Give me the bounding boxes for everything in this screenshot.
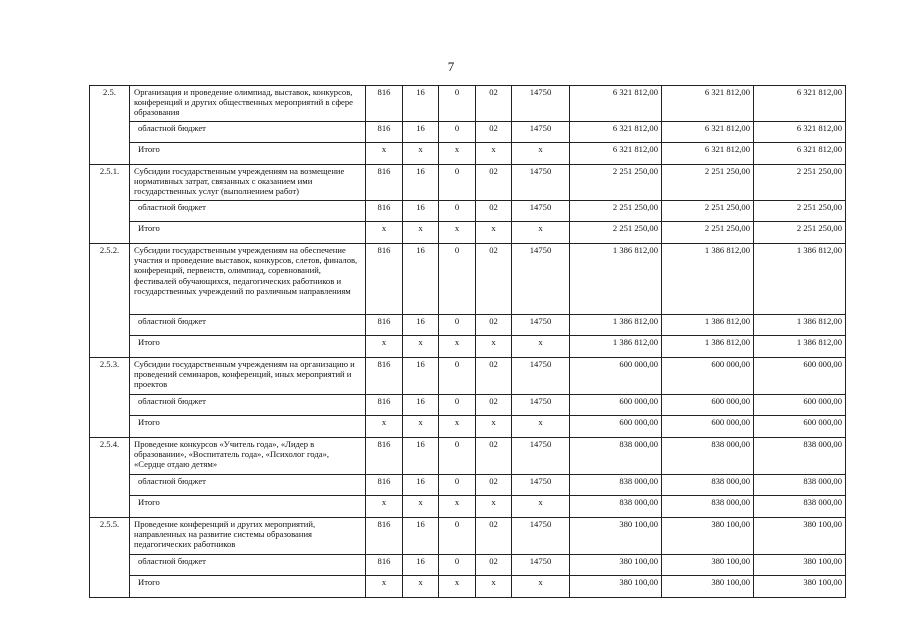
amount-cell-v3: 838 000,00 (754, 496, 846, 518)
code-cell-c1: 816 (366, 201, 403, 222)
code-cell-c4: х (476, 576, 512, 598)
code-cell-c4: 02 (476, 201, 512, 222)
amount-cell-v3: 2 251 250,00 (754, 165, 846, 201)
amount-cell-v3: 600 000,00 (754, 395, 846, 416)
amount-cell-v2: 6 321 812,00 (662, 122, 754, 143)
code-cell-c2: 16 (403, 438, 439, 475)
table-row (90, 496, 846, 518)
amount-cell-v2: 600 000,00 (662, 358, 754, 395)
amount-cell-v3: 2 251 250,00 (754, 201, 846, 222)
code-cell-c4: 02 (476, 555, 512, 576)
code-cell-c1: 816 (366, 122, 403, 143)
code-cell-c3: 0 (439, 315, 476, 336)
code-cell-c2: 16 (403, 165, 439, 201)
amount-cell-v2: 380 100,00 (662, 555, 754, 576)
budget-source-label: областной бюджет (130, 395, 366, 416)
code-cell-c1: 816 (366, 475, 403, 496)
amount-cell-v1: 600 000,00 (570, 395, 662, 416)
amount-cell-v1: 6 321 812,00 (570, 122, 662, 143)
code-cell-c5: 14750 (512, 518, 570, 555)
amount-cell-v2: 2 251 250,00 (662, 222, 754, 244)
item-index: 2.5.4. (90, 438, 130, 518)
amount-cell-v3: 380 100,00 (754, 576, 846, 598)
table-row (90, 555, 846, 576)
total-label: Итого (130, 336, 366, 358)
item-name: Проведение конференций и других мероприятий, направленных на развитие системы образования педагогических работников (130, 518, 366, 555)
code-cell-c5: х (512, 416, 570, 438)
code-cell-c3: 0 (439, 86, 476, 122)
table-row (90, 518, 846, 555)
code-cell-c5: 14750 (512, 475, 570, 496)
item-name: Субсидии государственным учреждениям на возмещение нормативных затрат, связанных с оказанием ими государственных услуг (выполнением работ) (130, 165, 366, 201)
code-cell-c3: х (439, 416, 476, 438)
code-cell-c4: 02 (476, 438, 512, 475)
code-cell-c2: х (403, 576, 439, 598)
budget-source-label: областной бюджет (130, 122, 366, 143)
item-index: 2.5. (90, 86, 130, 165)
code-cell-c4: 02 (476, 475, 512, 496)
amount-cell-v1: 838 000,00 (570, 496, 662, 518)
amount-cell-v1: 6 321 812,00 (570, 86, 662, 122)
amount-cell-v2: 838 000,00 (662, 438, 754, 475)
total-label: Итого (130, 576, 366, 598)
item-name: Организация и проведение олимпиад, выставок, конкурсов, конференций и других общественных мероприятий в сфере образования (130, 86, 366, 122)
item-index: 2.5.5. (90, 518, 130, 598)
amount-cell-v1: 1 386 812,00 (570, 244, 662, 315)
table-row (90, 416, 846, 438)
amount-cell-v3: 2 251 250,00 (754, 222, 846, 244)
table-row (90, 165, 846, 201)
amount-cell-v1: 1 386 812,00 (570, 336, 662, 358)
code-cell-c3: 0 (439, 201, 476, 222)
code-cell-c1: 816 (366, 358, 403, 395)
amount-cell-v1: 6 321 812,00 (570, 143, 662, 165)
code-cell-c2: 16 (403, 86, 439, 122)
code-cell-c5: 14750 (512, 315, 570, 336)
code-cell-c2: 16 (403, 395, 439, 416)
item-index: 2.5.1. (90, 165, 130, 244)
code-cell-c2: 16 (403, 122, 439, 143)
table-row (90, 475, 846, 496)
code-cell-c2: х (403, 143, 439, 165)
code-cell-c5: х (512, 336, 570, 358)
amount-cell-v3: 838 000,00 (754, 438, 846, 475)
code-cell-c2: 16 (403, 555, 439, 576)
amount-cell-v1: 2 251 250,00 (570, 165, 662, 201)
amount-cell-v1: 838 000,00 (570, 475, 662, 496)
code-cell-c3: 0 (439, 165, 476, 201)
code-cell-c1: 816 (366, 244, 403, 315)
table-row (90, 201, 846, 222)
code-cell-c3: х (439, 496, 476, 518)
code-cell-c4: х (476, 222, 512, 244)
table-row (90, 244, 846, 315)
budget-table (89, 85, 846, 598)
code-cell-c3: 0 (439, 555, 476, 576)
amount-cell-v3: 1 386 812,00 (754, 336, 846, 358)
code-cell-c2: 16 (403, 518, 439, 555)
total-label: Итого (130, 416, 366, 438)
table-row (90, 576, 846, 598)
code-cell-c5: 14750 (512, 86, 570, 122)
amount-cell-v2: 838 000,00 (662, 496, 754, 518)
amount-cell-v3: 6 321 812,00 (754, 122, 846, 143)
item-index: 2.5.3. (90, 358, 130, 438)
code-cell-c3: х (439, 143, 476, 165)
code-cell-c1: х (366, 496, 403, 518)
code-cell-c4: 02 (476, 122, 512, 143)
code-cell-c4: х (476, 336, 512, 358)
code-cell-c1: 816 (366, 555, 403, 576)
table-row (90, 222, 846, 244)
code-cell-c3: х (439, 576, 476, 598)
amount-cell-v3: 380 100,00 (754, 555, 846, 576)
code-cell-c2: х (403, 496, 439, 518)
amount-cell-v3: 600 000,00 (754, 358, 846, 395)
code-cell-c1: х (366, 416, 403, 438)
amount-cell-v1: 600 000,00 (570, 416, 662, 438)
amount-cell-v2: 600 000,00 (662, 395, 754, 416)
code-cell-c5: х (512, 222, 570, 244)
table-body (90, 86, 846, 598)
amount-cell-v2: 6 321 812,00 (662, 86, 754, 122)
amount-cell-v2: 1 386 812,00 (662, 315, 754, 336)
table-row (90, 336, 846, 358)
code-cell-c5: х (512, 496, 570, 518)
amount-cell-v1: 380 100,00 (570, 576, 662, 598)
table-row (90, 122, 846, 143)
amount-cell-v1: 2 251 250,00 (570, 201, 662, 222)
total-label: Итого (130, 143, 366, 165)
budget-source-label: областной бюджет (130, 475, 366, 496)
code-cell-c5: 14750 (512, 438, 570, 475)
code-cell-c5: х (512, 143, 570, 165)
amount-cell-v3: 380 100,00 (754, 518, 846, 555)
code-cell-c5: 14750 (512, 555, 570, 576)
code-cell-c4: х (476, 496, 512, 518)
code-cell-c5: 14750 (512, 122, 570, 143)
amount-cell-v1: 2 251 250,00 (570, 222, 662, 244)
amount-cell-v2: 600 000,00 (662, 416, 754, 438)
amount-cell-v3: 1 386 812,00 (754, 244, 846, 315)
budget-source-label: областной бюджет (130, 201, 366, 222)
code-cell-c1: х (366, 222, 403, 244)
code-cell-c3: 0 (439, 475, 476, 496)
code-cell-c2: 16 (403, 315, 439, 336)
code-cell-c4: 02 (476, 86, 512, 122)
code-cell-c2: 16 (403, 201, 439, 222)
table-row (90, 315, 846, 336)
code-cell-c2: 16 (403, 358, 439, 395)
page-number: 7 (447, 59, 455, 74)
code-cell-c2: х (403, 222, 439, 244)
code-cell-c4: 02 (476, 315, 512, 336)
total-label: Итого (130, 496, 366, 518)
code-cell-c1: 816 (366, 518, 403, 555)
code-cell-c1: 816 (366, 315, 403, 336)
budget-source-label: областной бюджет (130, 555, 366, 576)
code-cell-c3: 0 (439, 244, 476, 315)
amount-cell-v1: 1 386 812,00 (570, 315, 662, 336)
amount-cell-v3: 6 321 812,00 (754, 86, 846, 122)
table-row (90, 86, 846, 122)
code-cell-c1: 816 (366, 86, 403, 122)
amount-cell-v2: 2 251 250,00 (662, 201, 754, 222)
code-cell-c5: 14750 (512, 165, 570, 201)
amount-cell-v2: 380 100,00 (662, 576, 754, 598)
code-cell-c5: х (512, 576, 570, 598)
amount-cell-v1: 838 000,00 (570, 438, 662, 475)
code-cell-c2: х (403, 416, 439, 438)
code-cell-c1: х (366, 576, 403, 598)
amount-cell-v1: 380 100,00 (570, 518, 662, 555)
code-cell-c5: 14750 (512, 358, 570, 395)
code-cell-c1: 816 (366, 438, 403, 475)
code-cell-c5: 14750 (512, 244, 570, 315)
code-cell-c1: х (366, 143, 403, 165)
code-cell-c2: 16 (403, 244, 439, 315)
code-cell-c3: 0 (439, 122, 476, 143)
table-row (90, 438, 846, 475)
code-cell-c4: 02 (476, 395, 512, 416)
total-label: Итого (130, 222, 366, 244)
amount-cell-v2: 838 000,00 (662, 475, 754, 496)
code-cell-c2: х (403, 336, 439, 358)
code-cell-c5: 14750 (512, 395, 570, 416)
code-cell-c4: х (476, 416, 512, 438)
code-cell-c1: 816 (366, 165, 403, 201)
code-cell-c2: 16 (403, 475, 439, 496)
code-cell-c3: х (439, 222, 476, 244)
amount-cell-v1: 600 000,00 (570, 358, 662, 395)
item-index: 2.5.2. (90, 244, 130, 358)
code-cell-c3: 0 (439, 438, 476, 475)
code-cell-c3: х (439, 336, 476, 358)
item-name: Проведение конкурсов «Учитель года», «Лидер в образовании», «Воспитатель года», «Психолог года», «Сердце отдаю детям» (130, 438, 366, 475)
code-cell-c1: 816 (366, 395, 403, 416)
amount-cell-v3: 6 321 812,00 (754, 143, 846, 165)
code-cell-c4: 02 (476, 358, 512, 395)
budget-source-label: областной бюджет (130, 315, 366, 336)
code-cell-c1: х (366, 336, 403, 358)
item-name: Субсидии государственным учреждениям на обеспечение участия и проведение выставок, конкурсов, слетов, финалов, конференций, первенств, олимпиад, соревнований, фестивалей обучающихся, педагогических работников и государственных учреждений по различным направлениям (130, 244, 366, 315)
amount-cell-v2: 2 251 250,00 (662, 165, 754, 201)
code-cell-c3: 0 (439, 358, 476, 395)
amount-cell-v1: 380 100,00 (570, 555, 662, 576)
code-cell-c3: 0 (439, 395, 476, 416)
code-cell-c4: 02 (476, 244, 512, 315)
code-cell-c4: 02 (476, 165, 512, 201)
amount-cell-v2: 380 100,00 (662, 518, 754, 555)
code-cell-c4: 02 (476, 518, 512, 555)
table-row (90, 395, 846, 416)
item-name: Субсидии государственным учреждениям на организацию и проведений семинаров, конференций, иных мероприятий и проектов (130, 358, 366, 395)
code-cell-c4: х (476, 143, 512, 165)
code-cell-c5: 14750 (512, 201, 570, 222)
code-cell-c3: 0 (439, 518, 476, 555)
amount-cell-v2: 6 321 812,00 (662, 143, 754, 165)
table-row (90, 143, 846, 165)
amount-cell-v3: 1 386 812,00 (754, 315, 846, 336)
amount-cell-v2: 1 386 812,00 (662, 244, 754, 315)
amount-cell-v3: 600 000,00 (754, 416, 846, 438)
table-row (90, 358, 846, 395)
amount-cell-v2: 1 386 812,00 (662, 336, 754, 358)
amount-cell-v3: 838 000,00 (754, 475, 846, 496)
